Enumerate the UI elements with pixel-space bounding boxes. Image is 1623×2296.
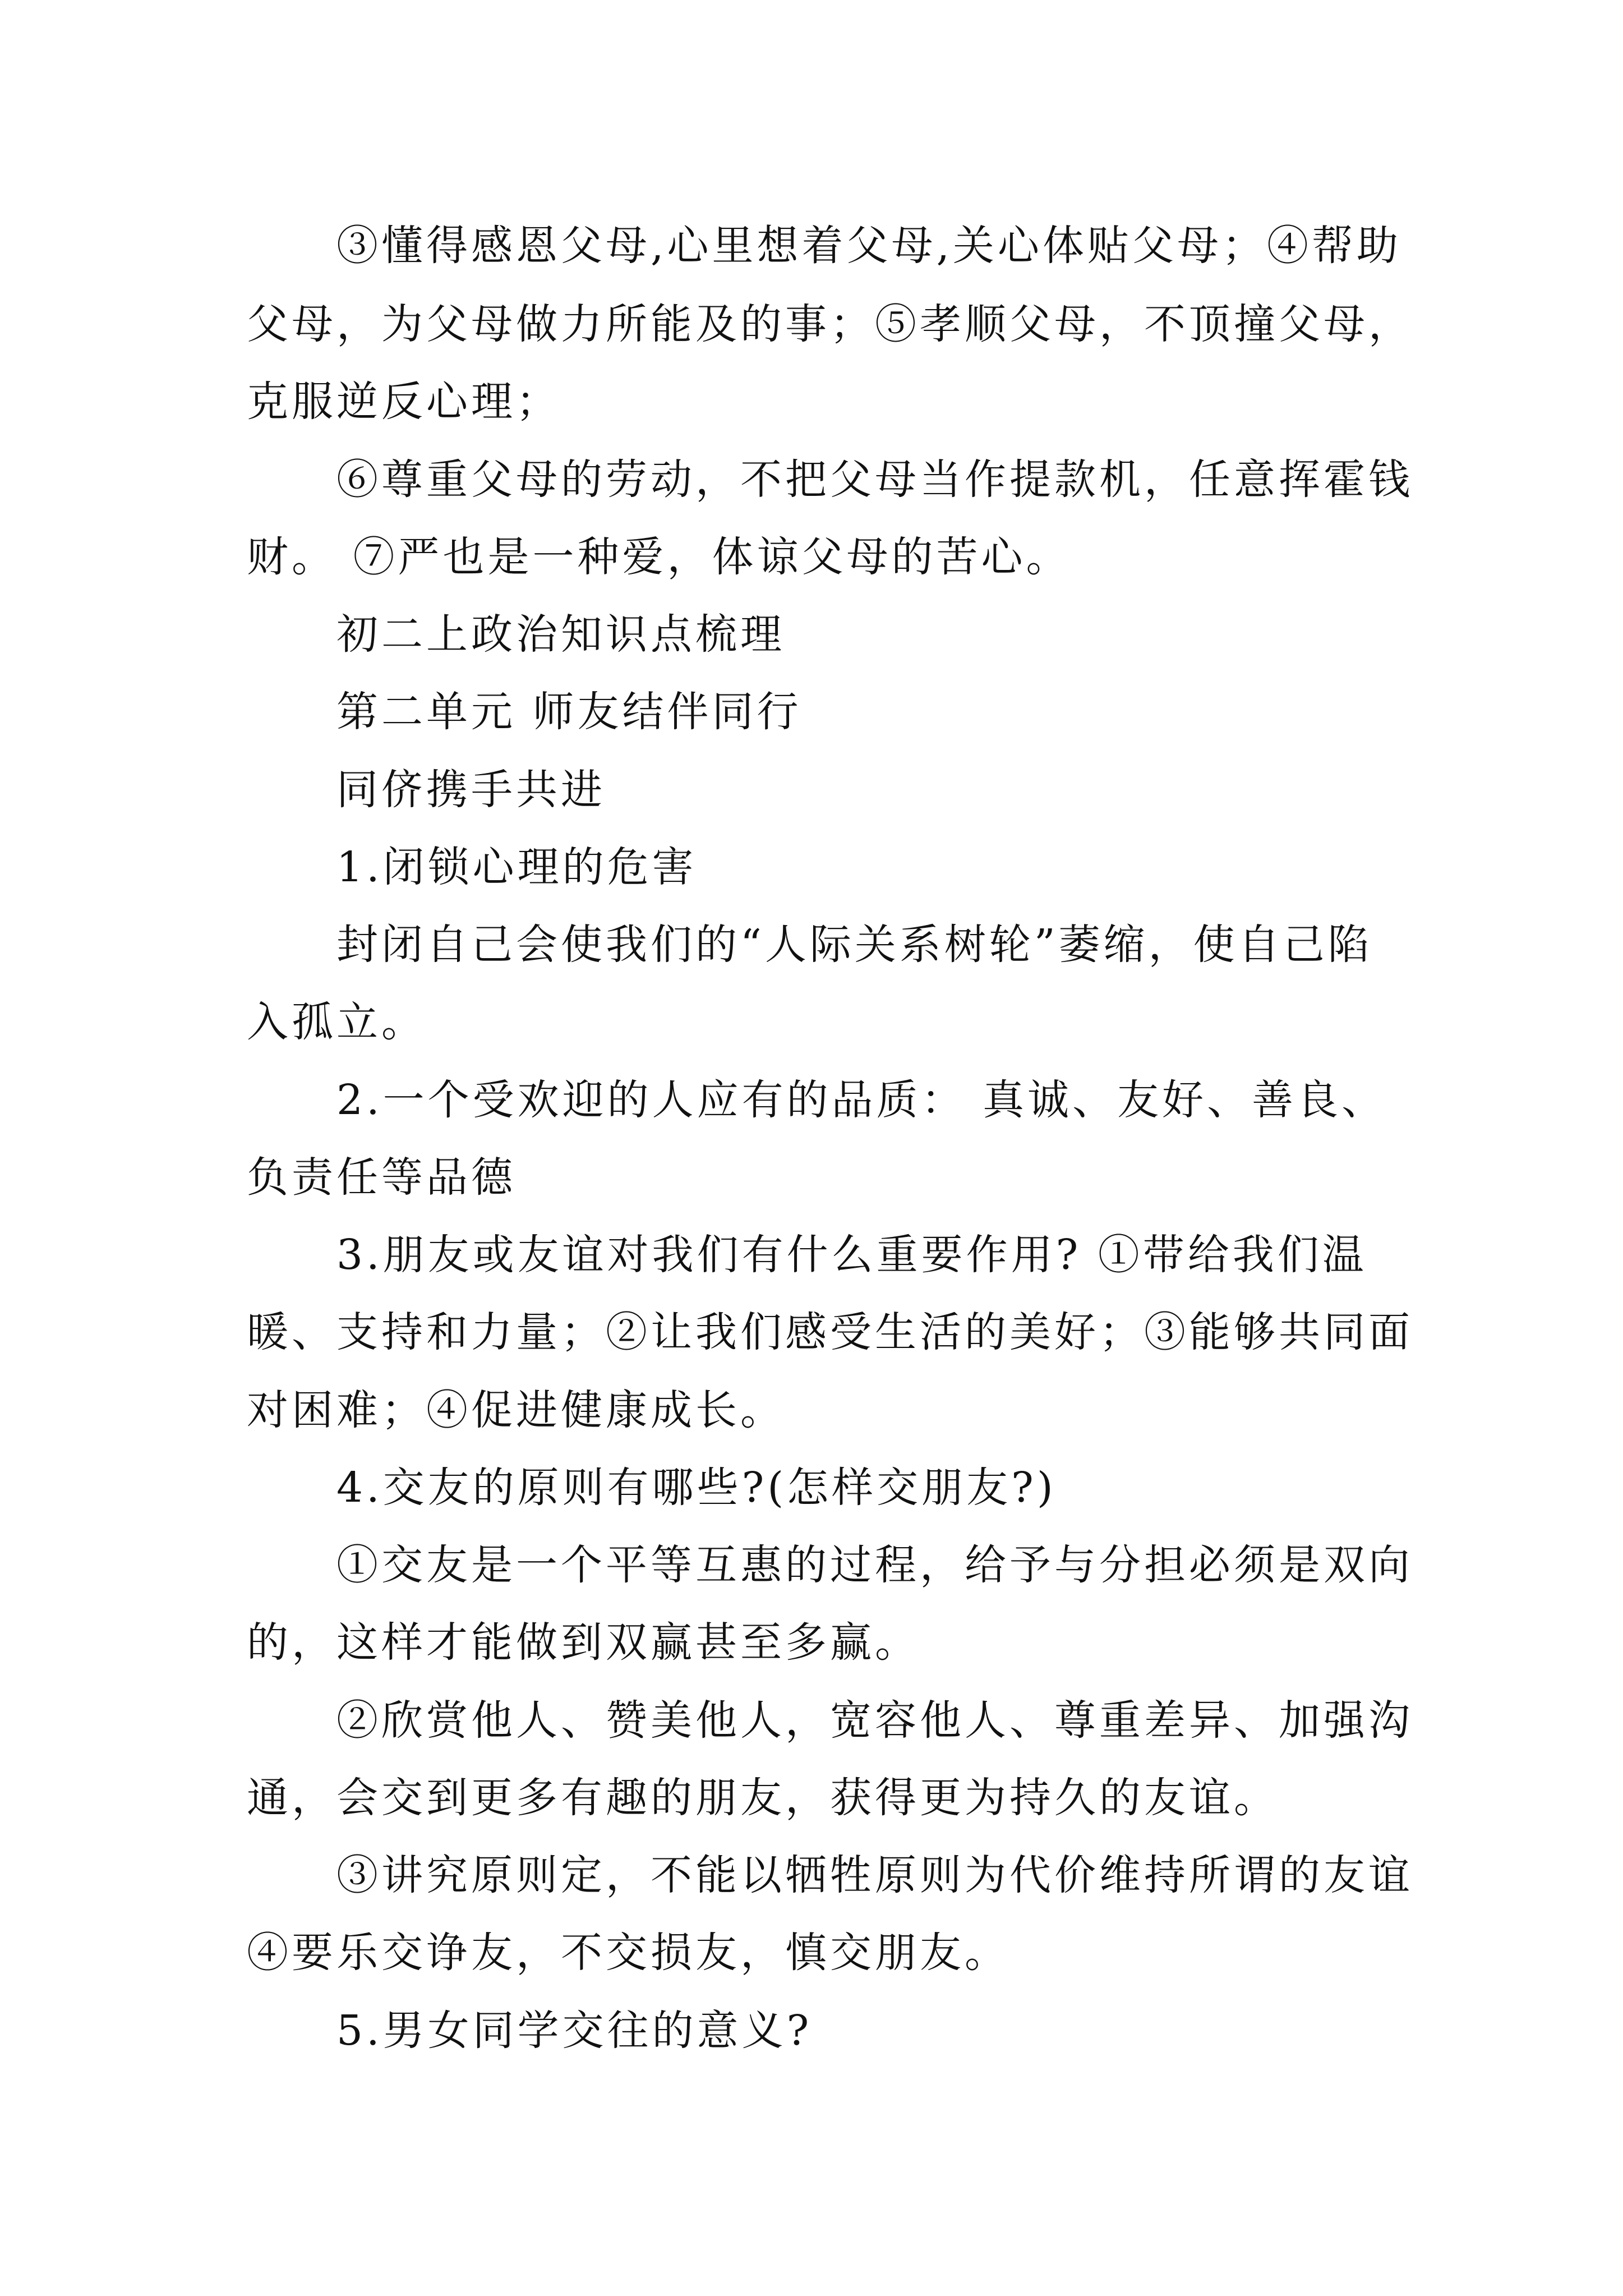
item-heading: 1.闭锁心理的危害 [336, 843, 697, 891]
text-line: ④要乐交诤友，不交损友，慎交朋友。 [247, 1929, 1009, 1977]
text-line: 暖、支持和力量；②让我们感受生活的美好；③能够共同面 [247, 1308, 1413, 1356]
section-heading: 初二上政治知识点梳理 [336, 610, 785, 659]
unit-heading: 第二单元 师友结伴同行 [336, 688, 802, 736]
text-line: ⑥尊重父母的劳动，不把父母当作提款机，任意挥霍钱 [336, 455, 1413, 504]
item-heading: 2.一个受欢迎的人应有的品质： 真诚、友好、善良、 [336, 1076, 1387, 1124]
text-line: 负责任等品德 [247, 1153, 516, 1202]
text-line: 克服逆反心理； [247, 378, 561, 426]
text-line: 封闭自己会使我们的“人际关系树轮”萎缩，使自己陷 [336, 921, 1373, 969]
text-line: ③懂得感恩父母,心里想着父母,关心体贴父母；④帮助 [336, 222, 1402, 270]
text-line: 的，这样才能做到双赢甚至多赢。 [247, 1618, 920, 1667]
item-heading: 4.交友的原则有哪些?(怎样交朋友?) [336, 1464, 1057, 1512]
text-line: 入孤立。 [247, 998, 426, 1046]
text-line: ②欣赏他人、赞美他人，宽容他人、尊重差异、加强沟 [336, 1696, 1413, 1745]
text-line: 财。 ⑦严也是一种爱，体谅父母的苦心。 [247, 533, 1071, 581]
text-line: ③讲究原则定，不能以牺牲原则为代价维持所谓的友谊 [336, 1851, 1413, 1899]
item-heading: 3.朋友或友谊对我们有什么重要作用? ①带给我们温 [336, 1231, 1367, 1279]
item-heading: 5.男女同学交往的意义? [336, 2007, 813, 2055]
lesson-heading: 同侪携手共进 [336, 766, 606, 814]
text-line: ①交友是一个平等互惠的过程，给予与分担必须是双向 [336, 1541, 1413, 1589]
text-line: 父母，为父母做力所能及的事；⑤孝顺父母，不顶撞父母， [247, 300, 1413, 348]
text-line: 通，会交到更多有趣的朋友，获得更为持久的友谊。 [247, 1774, 1279, 1822]
text-line: 对困难；④促进健康成长。 [247, 1386, 785, 1434]
